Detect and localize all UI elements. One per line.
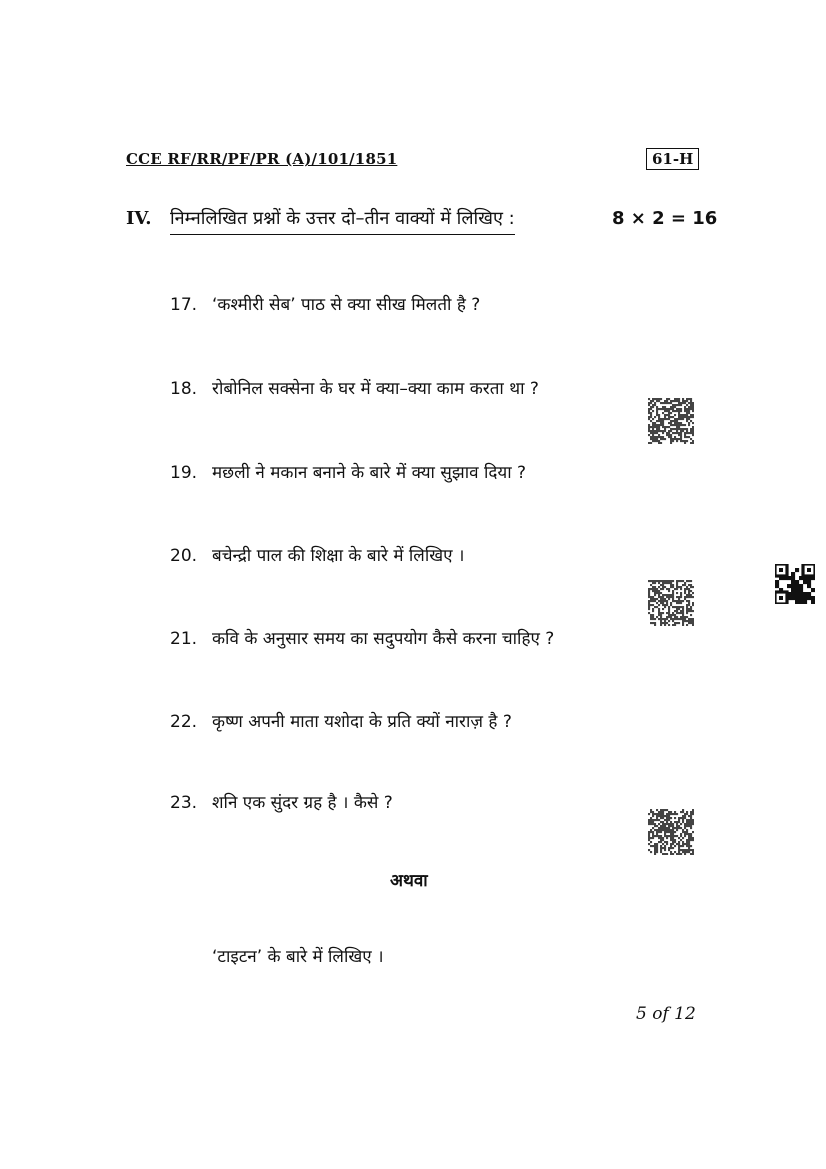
qr-code-icon [648,809,694,855]
question-text: मछली ने मकान बनाने के बारे में क्या सुझाव दिया ? [212,463,527,483]
question-text: शनि एक सुंदर ग्रह है । कैसे ? [212,793,393,813]
question-number: 18. [170,379,198,399]
question-number: 20. [170,546,198,566]
exam-code: CCE RF/RR/PF/PR (A)/101/1851 [126,150,398,168]
question-text: ‘कश्मीरी सेब’ पाठ से क्या सीख मिलती है ? [212,295,481,315]
section-number: IV. [126,208,152,229]
qr-code-icon [775,564,815,604]
question-19 [170,460,526,483]
page-number: 5 of 12 [636,1004,696,1024]
question-21 [170,626,554,649]
section-marks: 8 × 2 = 16 [612,208,718,229]
question-text: रोबोनिल सक्सेना के घर में क्या–क्या काम करता था ? [212,379,539,399]
or-label: अथवा [390,871,428,891]
paper-code-box: 61-H [646,148,699,170]
question-20 [170,543,464,566]
question-text: कृष्ण अपनी माता यशोदा के प्रति क्यों नाराज़ है ? [212,712,512,732]
question-18 [170,376,539,399]
alternative-question: ‘टाइटन’ के बारे में लिखिए । [212,947,384,967]
section-instruction: निम्नलिखित प्रश्नों के उत्तर दो–तीन वाक्यों में लिखिए : [170,206,515,235]
question-number: 21. [170,629,198,649]
question-number: 17. [170,295,198,315]
question-number: 22. [170,712,198,732]
question-number: 23. [170,793,198,813]
question-number: 19. [170,463,198,483]
qr-code-icon [648,398,694,444]
question-text: कवि के अनुसार समय का सदुपयोग कैसे करना चाहिए ? [212,629,555,649]
question-text: बचेन्द्री पाल की शिक्षा के बारे में लिखिए । [212,546,465,566]
question-23 [170,790,393,813]
question-17 [170,292,480,315]
question-22 [170,709,512,732]
qr-code-icon [648,580,694,626]
